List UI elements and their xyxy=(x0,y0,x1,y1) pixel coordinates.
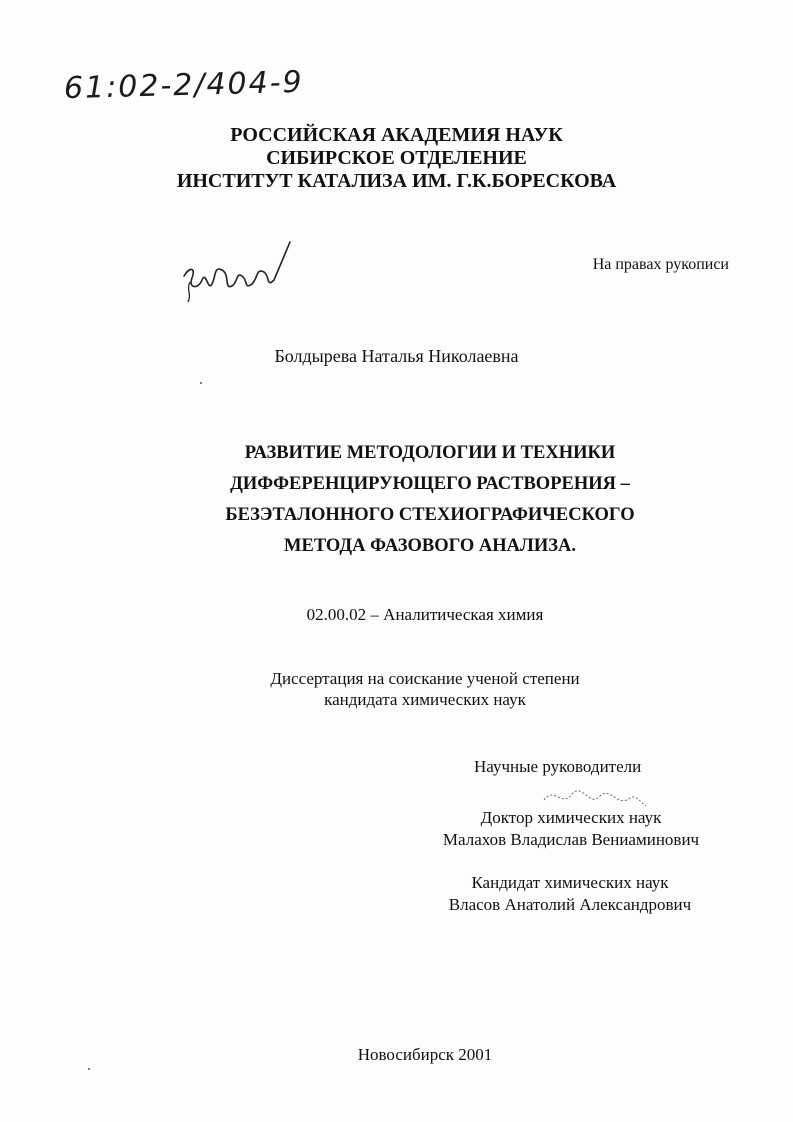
title-line: РАЗВИТИЕ МЕТОДОЛОГИИ И ТЕХНИКИ xyxy=(244,443,616,463)
archive-stamp: 61:02-2/404-9 xyxy=(63,64,305,107)
supervisor-title: Кандидат химических наук xyxy=(471,873,669,892)
supervisor-entry xyxy=(426,807,716,851)
degree-statement xyxy=(0,668,793,710)
title-line: ДИФФЕРЕНЦИРУЮЩЕГО РАСТВОРЕНИЯ – xyxy=(230,474,630,494)
dissertation-title xyxy=(0,438,793,562)
organization-line: РОССИЙСКАЯ АКАДЕМИЯ НАУК xyxy=(230,124,563,146)
degree-line: кандидата химических наук xyxy=(324,690,526,709)
supervisor-title: Доктор химических наук xyxy=(480,808,662,827)
supervisor-name: Малахов Владислав Вениаминович xyxy=(442,830,700,849)
organization-line: ИНСТИТУТ КАТАЛИЗА ИМ. Г.К.БОРЕСКОВА xyxy=(176,170,617,192)
organization-line: СИБИРСКОЕ ОТДЕЛЕНИЕ xyxy=(266,147,527,169)
author-name: Болдырева Наталья Николаевна xyxy=(274,346,519,366)
scan-speck xyxy=(200,382,202,384)
rights-note: На правах рукописи xyxy=(592,256,729,273)
scan-speck xyxy=(88,1068,90,1070)
organization-header xyxy=(0,124,793,193)
place-and-year: Новосибирск 2001 xyxy=(357,1045,493,1064)
supervisor-name: Власов Анатолий Александрович xyxy=(448,895,692,914)
supervisors-heading: Научные руководители xyxy=(474,757,642,776)
degree-line: Диссертация на соискание ученой степени xyxy=(270,669,580,688)
title-line: БЕЗЭТАЛОННОГО СТЕХИОГРАФИЧЕСКОГО xyxy=(225,505,635,525)
title-line: МЕТОДА ФАЗОВОГО АНАЛИЗА. xyxy=(284,536,576,556)
handwritten-inventory-mark xyxy=(178,232,298,312)
specialty: 02.00.02 – Аналитическая химия xyxy=(306,605,544,624)
supervisor-entry xyxy=(425,872,715,916)
